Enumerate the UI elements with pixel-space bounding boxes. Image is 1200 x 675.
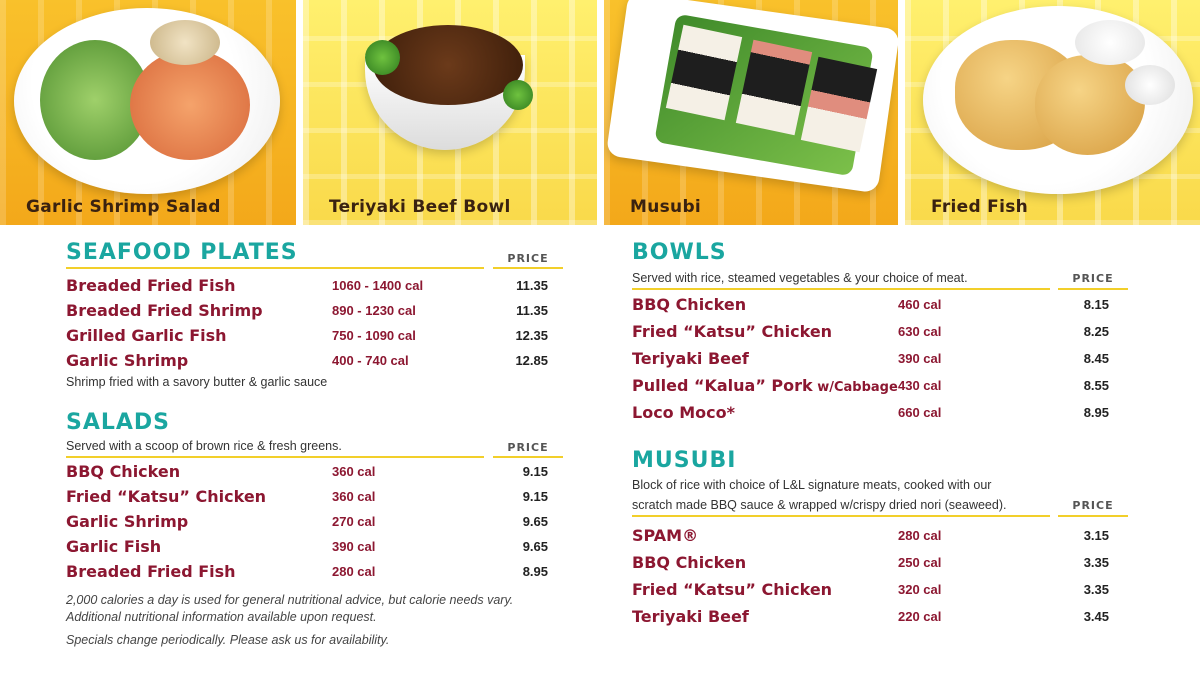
item-calories: 430 cal <box>898 378 942 393</box>
item-calories: 360 cal <box>332 489 376 504</box>
item-calories: 390 cal <box>332 539 376 554</box>
item-price: 8.15 <box>1083 297 1109 312</box>
section-title-seafood: SEAFOOD PLATES <box>66 240 298 265</box>
menu-item-row[interactable] <box>66 462 556 487</box>
menu-item-row[interactable] <box>632 607 1122 632</box>
item-price: 3.35 <box>1083 555 1109 570</box>
item-price: 11.35 <box>516 278 548 293</box>
menu-item-row[interactable] <box>632 322 1122 347</box>
menu-item-row[interactable] <box>66 326 556 351</box>
item-calories: 280 cal <box>898 528 942 543</box>
hero-label: Teriyaki Beef Bowl <box>329 197 511 217</box>
salads-description: Served with a scoop of brown rice & fresh greens. <box>66 439 342 453</box>
item-name: SPAM® <box>632 526 699 545</box>
menu-item-row[interactable] <box>66 562 556 587</box>
bowls-price-header: PRICE <box>1072 272 1114 285</box>
nutrition-note-1: 2,000 calories a day is used for general nutritional advice, but calorie needs vary. <box>66 593 514 607</box>
musubi-description-1: Block of rice with choice of L&L signature meats, cooked with our <box>632 478 992 492</box>
bowls-description: Served with rice, steamed vegetables & your choice of meat. <box>632 271 968 285</box>
item-calories: 630 cal <box>898 324 942 339</box>
hero-teriyaki-beef-bowl[interactable] <box>303 0 597 225</box>
item-name: Garlic Shrimp <box>66 351 189 370</box>
hero-garlic-shrimp-salad[interactable] <box>0 0 296 225</box>
item-price: 8.45 <box>1083 351 1109 366</box>
item-calories: 1060 - 1400 cal <box>332 278 424 293</box>
menu-item-row[interactable] <box>632 403 1122 428</box>
item-calories: 400 - 740 cal <box>332 353 409 368</box>
item-name: BBQ Chicken <box>66 462 181 481</box>
item-calories: 250 cal <box>898 555 942 570</box>
hero-image-row <box>0 0 1200 225</box>
item-name: Teriyaki Beef <box>632 607 749 626</box>
item-name: BBQ Chicken <box>632 295 747 314</box>
item-calories: 460 cal <box>898 297 942 312</box>
item-price: 11.35 <box>516 303 548 318</box>
menu-item-row[interactable] <box>632 295 1122 320</box>
item-calories: 270 cal <box>332 514 376 529</box>
item-calories: 220 cal <box>898 609 942 624</box>
menu-item-row[interactable] <box>66 537 556 562</box>
menu-item-row[interactable] <box>66 512 556 537</box>
menu-item-row[interactable] <box>632 526 1122 551</box>
item-name: Loco Moco* <box>632 403 735 422</box>
item-price: 3.15 <box>1083 528 1109 543</box>
musubi-description-2: scratch made BBQ sauce & wrapped w/crispy dried nori (seaweed). <box>632 498 1007 512</box>
item-price: 3.45 <box>1083 609 1109 624</box>
item-name: Fried “Katsu” Chicken <box>66 487 267 506</box>
item-name: Fried “Katsu” Chicken <box>632 322 833 341</box>
hero-label: Musubi <box>630 197 702 217</box>
item-price: 9.65 <box>522 539 548 554</box>
menu-item-row[interactable] <box>632 580 1122 605</box>
salads-price-header: PRICE <box>507 441 549 454</box>
item-calories: 280 cal <box>332 564 376 579</box>
item-calories: 320 cal <box>898 582 942 597</box>
item-name: Pulled “Kalua” Pork w/Cabbage <box>632 376 898 395</box>
menu-item-row[interactable] <box>66 351 556 376</box>
salads-underline <box>66 456 484 458</box>
specials-note: Specials change periodically. Please ask us for availability. <box>66 633 390 647</box>
hero-label: Garlic Shrimp Salad <box>26 197 221 217</box>
menu-item-row[interactable] <box>632 553 1122 578</box>
menu-item-row[interactable] <box>66 301 556 326</box>
item-price: 12.35 <box>515 328 548 343</box>
menu-item-row[interactable] <box>66 276 556 301</box>
hero-label: Fried Fish <box>931 197 1029 217</box>
section-title-bowls: BOWLS <box>632 240 727 265</box>
nutrition-note-2: Additional nutritional information available upon request. <box>66 610 377 624</box>
item-calories: 390 cal <box>898 351 942 366</box>
item-price: 9.15 <box>522 489 548 504</box>
item-price: 9.65 <box>522 514 548 529</box>
item-price: 8.95 <box>1083 405 1109 420</box>
menu-item-row[interactable] <box>66 487 556 512</box>
section-title-musubi: MUSUBI <box>632 448 737 473</box>
item-name: Breaded Fried Shrimp <box>66 301 263 320</box>
item-name: BBQ Chicken <box>632 553 747 572</box>
item-name: Breaded Fried Fish <box>66 276 236 295</box>
item-name: Garlic Fish <box>66 537 162 556</box>
item-price: 8.25 <box>1083 324 1109 339</box>
item-name: Fried “Katsu” Chicken <box>632 580 833 599</box>
musubi-underline <box>632 515 1050 517</box>
seafood-underline <box>66 267 484 269</box>
item-price: 9.15 <box>522 464 548 479</box>
item-price: 3.35 <box>1083 582 1109 597</box>
item-price: 12.85 <box>515 353 548 368</box>
item-price: 8.55 <box>1083 378 1109 393</box>
hero-musubi[interactable] <box>604 0 898 225</box>
seafood-footnote: Shrimp fried with a savory butter & garlic sauce <box>66 375 328 389</box>
seafood-price-header: PRICE <box>507 252 549 265</box>
hero-fried-fish[interactable] <box>905 0 1200 225</box>
item-name: Teriyaki Beef <box>632 349 749 368</box>
menu-item-row[interactable] <box>632 376 1122 401</box>
item-name: Garlic Shrimp <box>66 512 189 531</box>
item-name: Grilled Garlic Fish <box>66 326 227 345</box>
item-calories: 360 cal <box>332 464 376 479</box>
menu-item-row[interactable] <box>632 349 1122 374</box>
bowls-underline <box>632 288 1050 290</box>
item-calories: 890 - 1230 cal <box>332 303 416 318</box>
item-name: Breaded Fried Fish <box>66 562 236 581</box>
item-calories: 660 cal <box>898 405 942 420</box>
musubi-price-header: PRICE <box>1072 499 1114 512</box>
section-title-salads: SALADS <box>66 410 171 435</box>
item-calories: 750 - 1090 cal <box>332 328 416 343</box>
item-price: 8.95 <box>522 564 548 579</box>
